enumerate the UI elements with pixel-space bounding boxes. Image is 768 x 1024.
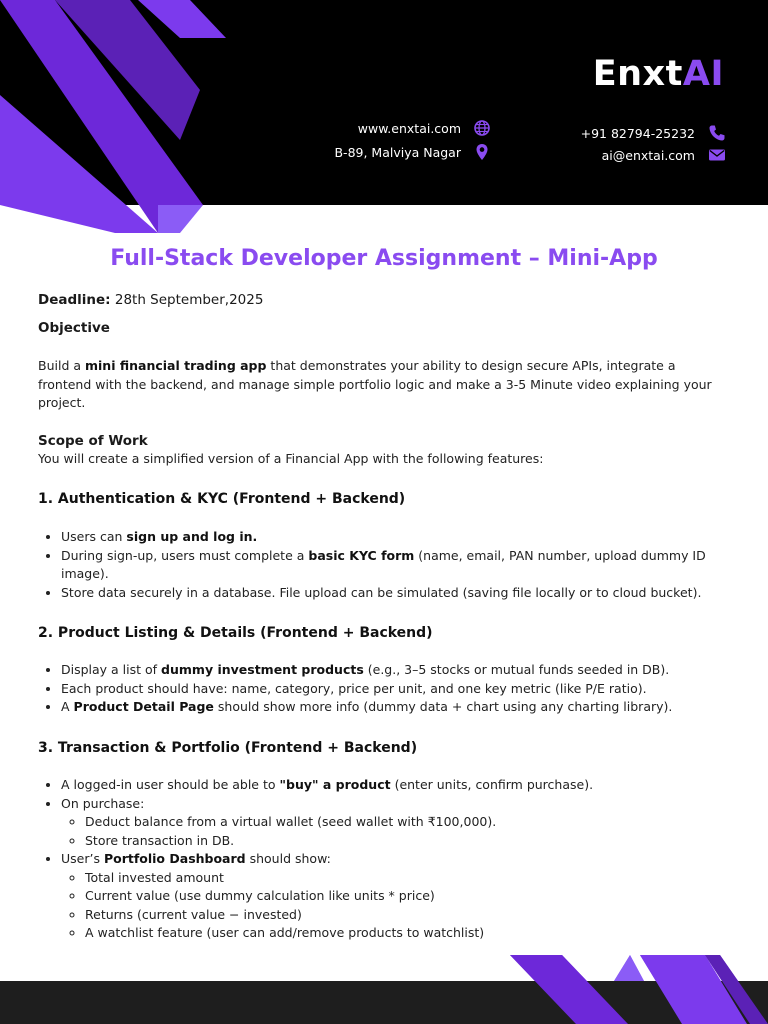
section-2-list [38, 661, 728, 717]
deadline-value: 28th September,2025 [110, 292, 264, 308]
list-item: ◦ Deduct balance from a virtual wallet (seed wallet with ₹100,000). [85, 813, 728, 832]
list-item: • Store data securely in a database. File upload can be simulated (saving file locally or to cloud bucket). [61, 584, 728, 603]
contact-email[interactable]: ai@enxtai.com [601, 148, 695, 163]
contact-website[interactable]: www.enxtai.com [357, 121, 461, 136]
section-1-heading: 1. Authentication & KYC (Frontend + Backend) [38, 491, 406, 507]
location-pin-icon [473, 143, 491, 161]
list-item: • On purchase: ◦ Deduct balance from a virtual wallet (seed wallet with ₹100,000). ◦ Store transaction in DB. [61, 795, 728, 851]
section-1-list [38, 528, 728, 602]
objective-heading: Objective [38, 320, 110, 336]
list-item: ◦ A watchlist feature (user can add/remove products to watchlist) [85, 924, 728, 943]
globe-icon [473, 119, 491, 137]
contact-phone[interactable]: +91 82794-25232 [580, 126, 695, 141]
section-2-heading: 2. Product Listing & Details (Frontend + Backend) [38, 625, 433, 641]
list-item: • During sign-up, users must complete a basic KYC form (name, email, PAN number, upload dummy ID image). [61, 547, 728, 584]
mail-icon [708, 146, 726, 164]
list-item: • User’s Portfolio Dashboard should show: ◦ Total invested amount ◦ Current value (use dummy calculation like units * price) ◦ Returns (current value − invested) ◦ A watchlist feature (user can add/remove products to watchlist) [61, 850, 728, 943]
scope-heading: Scope of Work [38, 433, 148, 449]
phone-icon [708, 124, 726, 142]
list-item: • Each product should have: name, category, price per unit, and one key metric (like P/E ratio). [61, 680, 728, 699]
contact-address: B-89, Malviya Nagar [334, 145, 461, 160]
list-item: • A Product Detail Page should show more info (dummy data + chart using any charting library). [61, 698, 728, 717]
list-item: ◦ Returns (current value − invested) [85, 906, 728, 925]
list-item: • A logged-in user should be able to "buy" a product (enter units, confirm purchase). [61, 776, 728, 795]
footer-band [0, 981, 768, 1024]
header-band [0, 0, 768, 205]
list-item: • Display a list of dummy investment products (e.g., 3–5 stocks or mutual funds seeded in DB). [61, 661, 728, 680]
section-3-heading: 3. Transaction & Portfolio (Frontend + Backend) [38, 740, 418, 756]
objective-text: Build a mini financial trading app that demonstrates your ability to design secure APIs, integrate a frontend with the backend, and manage simple portfolio logic and make a 3-5 Minute video explaining your project. [38, 358, 712, 410]
stripe-tail [158, 205, 203, 233]
page-title: Full-Stack Developer Assignment – Mini-App [110, 246, 658, 271]
deadline-label: Deadline: [38, 292, 111, 308]
list-item: • Users can sign up and log in. [61, 528, 728, 547]
list-item: ◦ Total invested amount [85, 869, 728, 888]
brand-logo: EnxtAI [592, 54, 724, 94]
list-item: ◦ Store transaction in DB. [85, 832, 728, 851]
footer-stripe-3 [614, 955, 644, 981]
scope-text: You will create a simplified version of a Financial App with the following features: [38, 451, 544, 466]
deadline [38, 291, 728, 309]
list-item: ◦ Current value (use dummy calculation like units * price) [85, 887, 728, 906]
section-3-list [38, 776, 728, 943]
